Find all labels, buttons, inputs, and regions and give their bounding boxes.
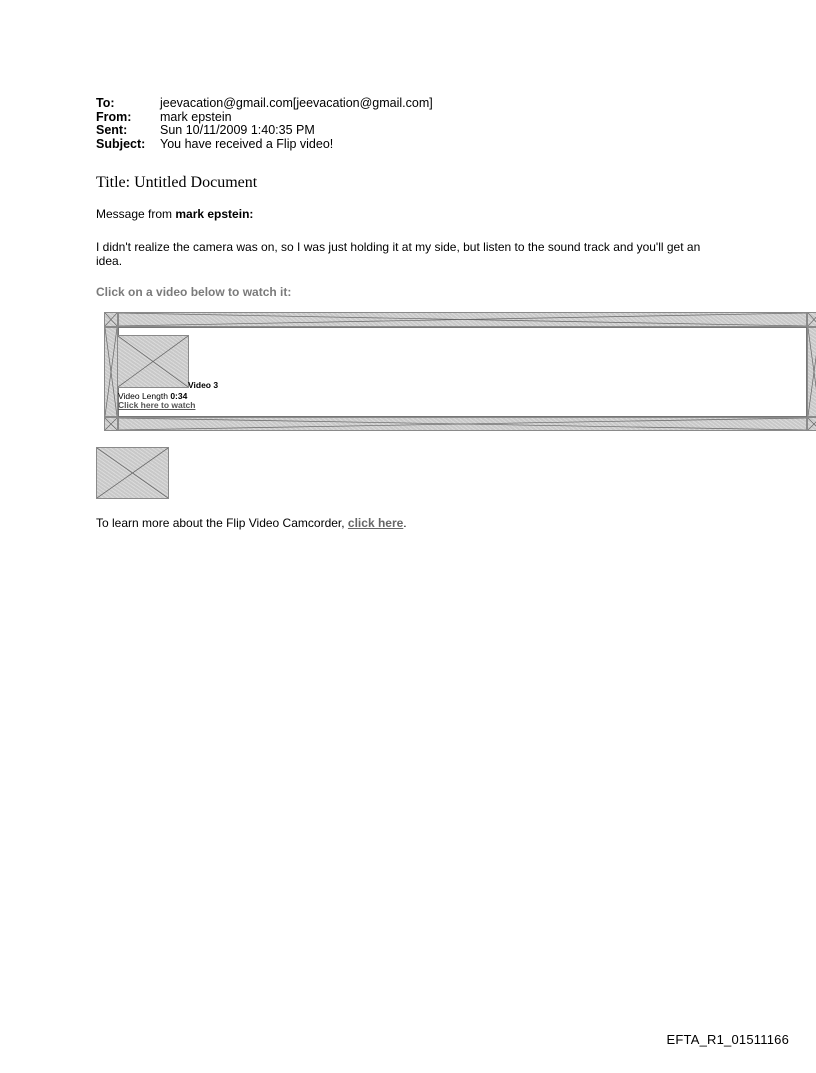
learn-more-suffix: . (403, 516, 407, 530)
video-thumbnail[interactable] (117, 335, 189, 388)
learn-more-text (96, 516, 407, 530)
frame-bottom-right-corner-image (807, 417, 816, 431)
frame-bottom-border-image (118, 417, 807, 431)
document-id: EFTA_R1_01511166 (666, 1032, 789, 1047)
to-label: To: (96, 96, 115, 110)
to-value: jeevacation@gmail.com[jeevacation@gmail.com] (160, 96, 433, 110)
email-header (96, 97, 433, 151)
frame-top-border-image (118, 312, 807, 327)
message-from-prefix: Message from (96, 207, 176, 221)
from-label: From: (96, 109, 132, 124)
watch-video-link[interactable]: Click here to watch (118, 400, 196, 410)
frame-right-border-image (807, 327, 816, 417)
learn-more-prefix: To learn more about the Flip Video Camcorder, (96, 516, 348, 530)
video-length-value: 0:34 (170, 391, 188, 401)
message-from (96, 207, 253, 221)
sent-label: Sent: (96, 123, 128, 137)
to-row (96, 97, 433, 111)
subject-label: Subject: (96, 136, 146, 151)
message-sender: mark epstein: (175, 207, 254, 221)
click-prompt: Click on a video below to watch it: (96, 285, 292, 299)
frame-left-border-image (104, 327, 118, 417)
learn-more-link[interactable]: click here (347, 516, 404, 530)
sent-value: Sun 10/11/2009 1:40:35 PM (160, 123, 315, 137)
flip-logo-image (96, 447, 169, 499)
video-list-panel (118, 327, 807, 417)
from-value: mark epstein (160, 109, 232, 124)
subject-row (96, 138, 433, 152)
frame-top-left-corner-image (104, 312, 118, 327)
subject-value: You have received a Flip video! (160, 136, 334, 151)
sent-row (96, 124, 433, 138)
video-title: Video 3 (188, 380, 219, 390)
frame-top-right-corner-image (807, 312, 816, 327)
frame-bottom-left-corner-image (104, 417, 118, 431)
video-length-label: Video Length (118, 391, 171, 401)
document-title: Title: Untitled Document (96, 174, 258, 191)
message-body: I didn't realize the camera was on, so I was just holding it at my side, but listen to the sound track and you'll get an idea. (96, 240, 701, 268)
from-row (96, 111, 433, 125)
